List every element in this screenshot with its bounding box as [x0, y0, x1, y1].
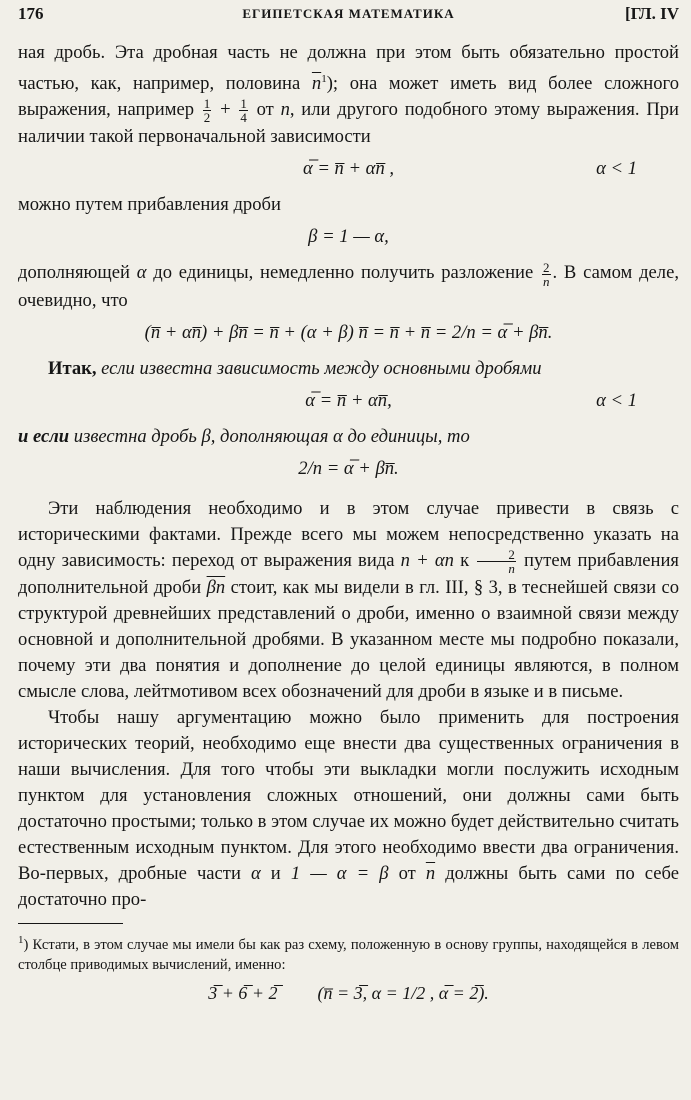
equation-2: β = 1 — α, [308, 226, 389, 248]
page-body [18, 40, 679, 1004]
footnote-mark: 1 [18, 933, 24, 946]
equation-3: (n̅ + αn̅) + βn̅ = n̅ + (α + β) n̅ = n̅ + n̅ = 2/n = α̅ + βn̅. [144, 321, 553, 343]
page-number: 176 [18, 4, 44, 23]
paragraph-5: и если известна дробь β, дополняющая α до единицы, то [18, 425, 470, 447]
paragraph-1: ная дробь. Эта дробная часть не должна при этом быть обязательно простой частью, как, например, половина $\overline{n}^1$); она может иметь вид более сложного выражения, например $\frac{1}{2}$ + $\frac{1}{4}$ от n, или другого подобного этому выражения. При наличии такой первоначальной зависимости [18, 42, 679, 148]
page-header [18, 4, 679, 30]
footnote-equation: 3̅ + 6̅ + 2̅ (n̅ = 3̅, α = 1/2 , α̅ = 2̅). [208, 982, 489, 1003]
paragraph-2: можно путем прибавления дроби [18, 194, 281, 216]
paragraph-4: Итак, если известна зависимость между основными дробями [48, 357, 542, 379]
equation-5: 2/n = α̅ + βn̅. [298, 457, 399, 479]
running-title: ЕГИПЕТСКАЯ МАТЕМАТИКА [242, 6, 455, 21]
footnote: $^1$) Кстати, в этом случае мы имели бы как раз схему, положенную в основу группы, находящейся в левом столбце приводимых вычислений, именно: [18, 933, 679, 973]
fraction-two-over-n-inline: $\frac{2}{n}$ [477, 548, 516, 575]
footnote-divider [18, 923, 123, 924]
equation-4: α̅ = n̅ + αn̅, α < 1 [305, 389, 637, 411]
equation-4-condition: α < 1 [596, 389, 637, 411]
footnote-ref: 1 [321, 73, 327, 85]
paragraph-7: Чтобы нашу аргументацию можно было применить для построения исторических теорий, необходимо еще внести два существенных ограничения в наши вычисления. Для того чтобы эти выкладки могли послужить исходным пунктом для установления сложных отношений, они должны сами быть достаточно простыми; только в этом случае их можно будет действительно считать естественным исходным пунктом. Для этого необходимо ввести два ограничения. Во-первых, дробные части α и 1 — α = β от $\overline{n}$ должны быть сами по себе достаточно про- [18, 706, 680, 910]
equation-1-condition: α < 1 [596, 158, 637, 180]
fraction-quarter: $\frac{1}{4}$ [240, 96, 247, 126]
fraction-two-over-n: $\frac{2}{n}$ [543, 259, 550, 289]
paragraph-6: Эти наблюдения необходимо и в этом случае привести в связь с историческими фактами. Прежде всего мы можем непосредственно указать на одну зависимость: переход от выражения вида n + αn к $\frac{2}{n}$ путем прибавления дополнительной дроби $\overline{\beta n}$ стоит, как мы видели в гл. III, § 3, в теснейшей связи со структурой древнейших представлений о дроби, именно о взаимной связи между основной и дополнительной дробями. В указанном месте мы подробно показали, почему эти два понятия и дополнение до целой единицы являются, в полном смысле слова, лейтмотивом всех обозначений для дроби в языке и в письме. [18, 497, 679, 702]
fraction-half: $\frac{1}{2}$ [203, 96, 211, 126]
chapter-label: [ГЛ. IV [625, 4, 679, 23]
equation-1: α̅ = n̅ + αn̅ , α < 1 [302, 158, 637, 180]
paragraph-3: дополняющей α до единицы, немедленно получить разложение $\frac{2}{n}$ . В самом деле, очевидно, что [18, 259, 679, 311]
